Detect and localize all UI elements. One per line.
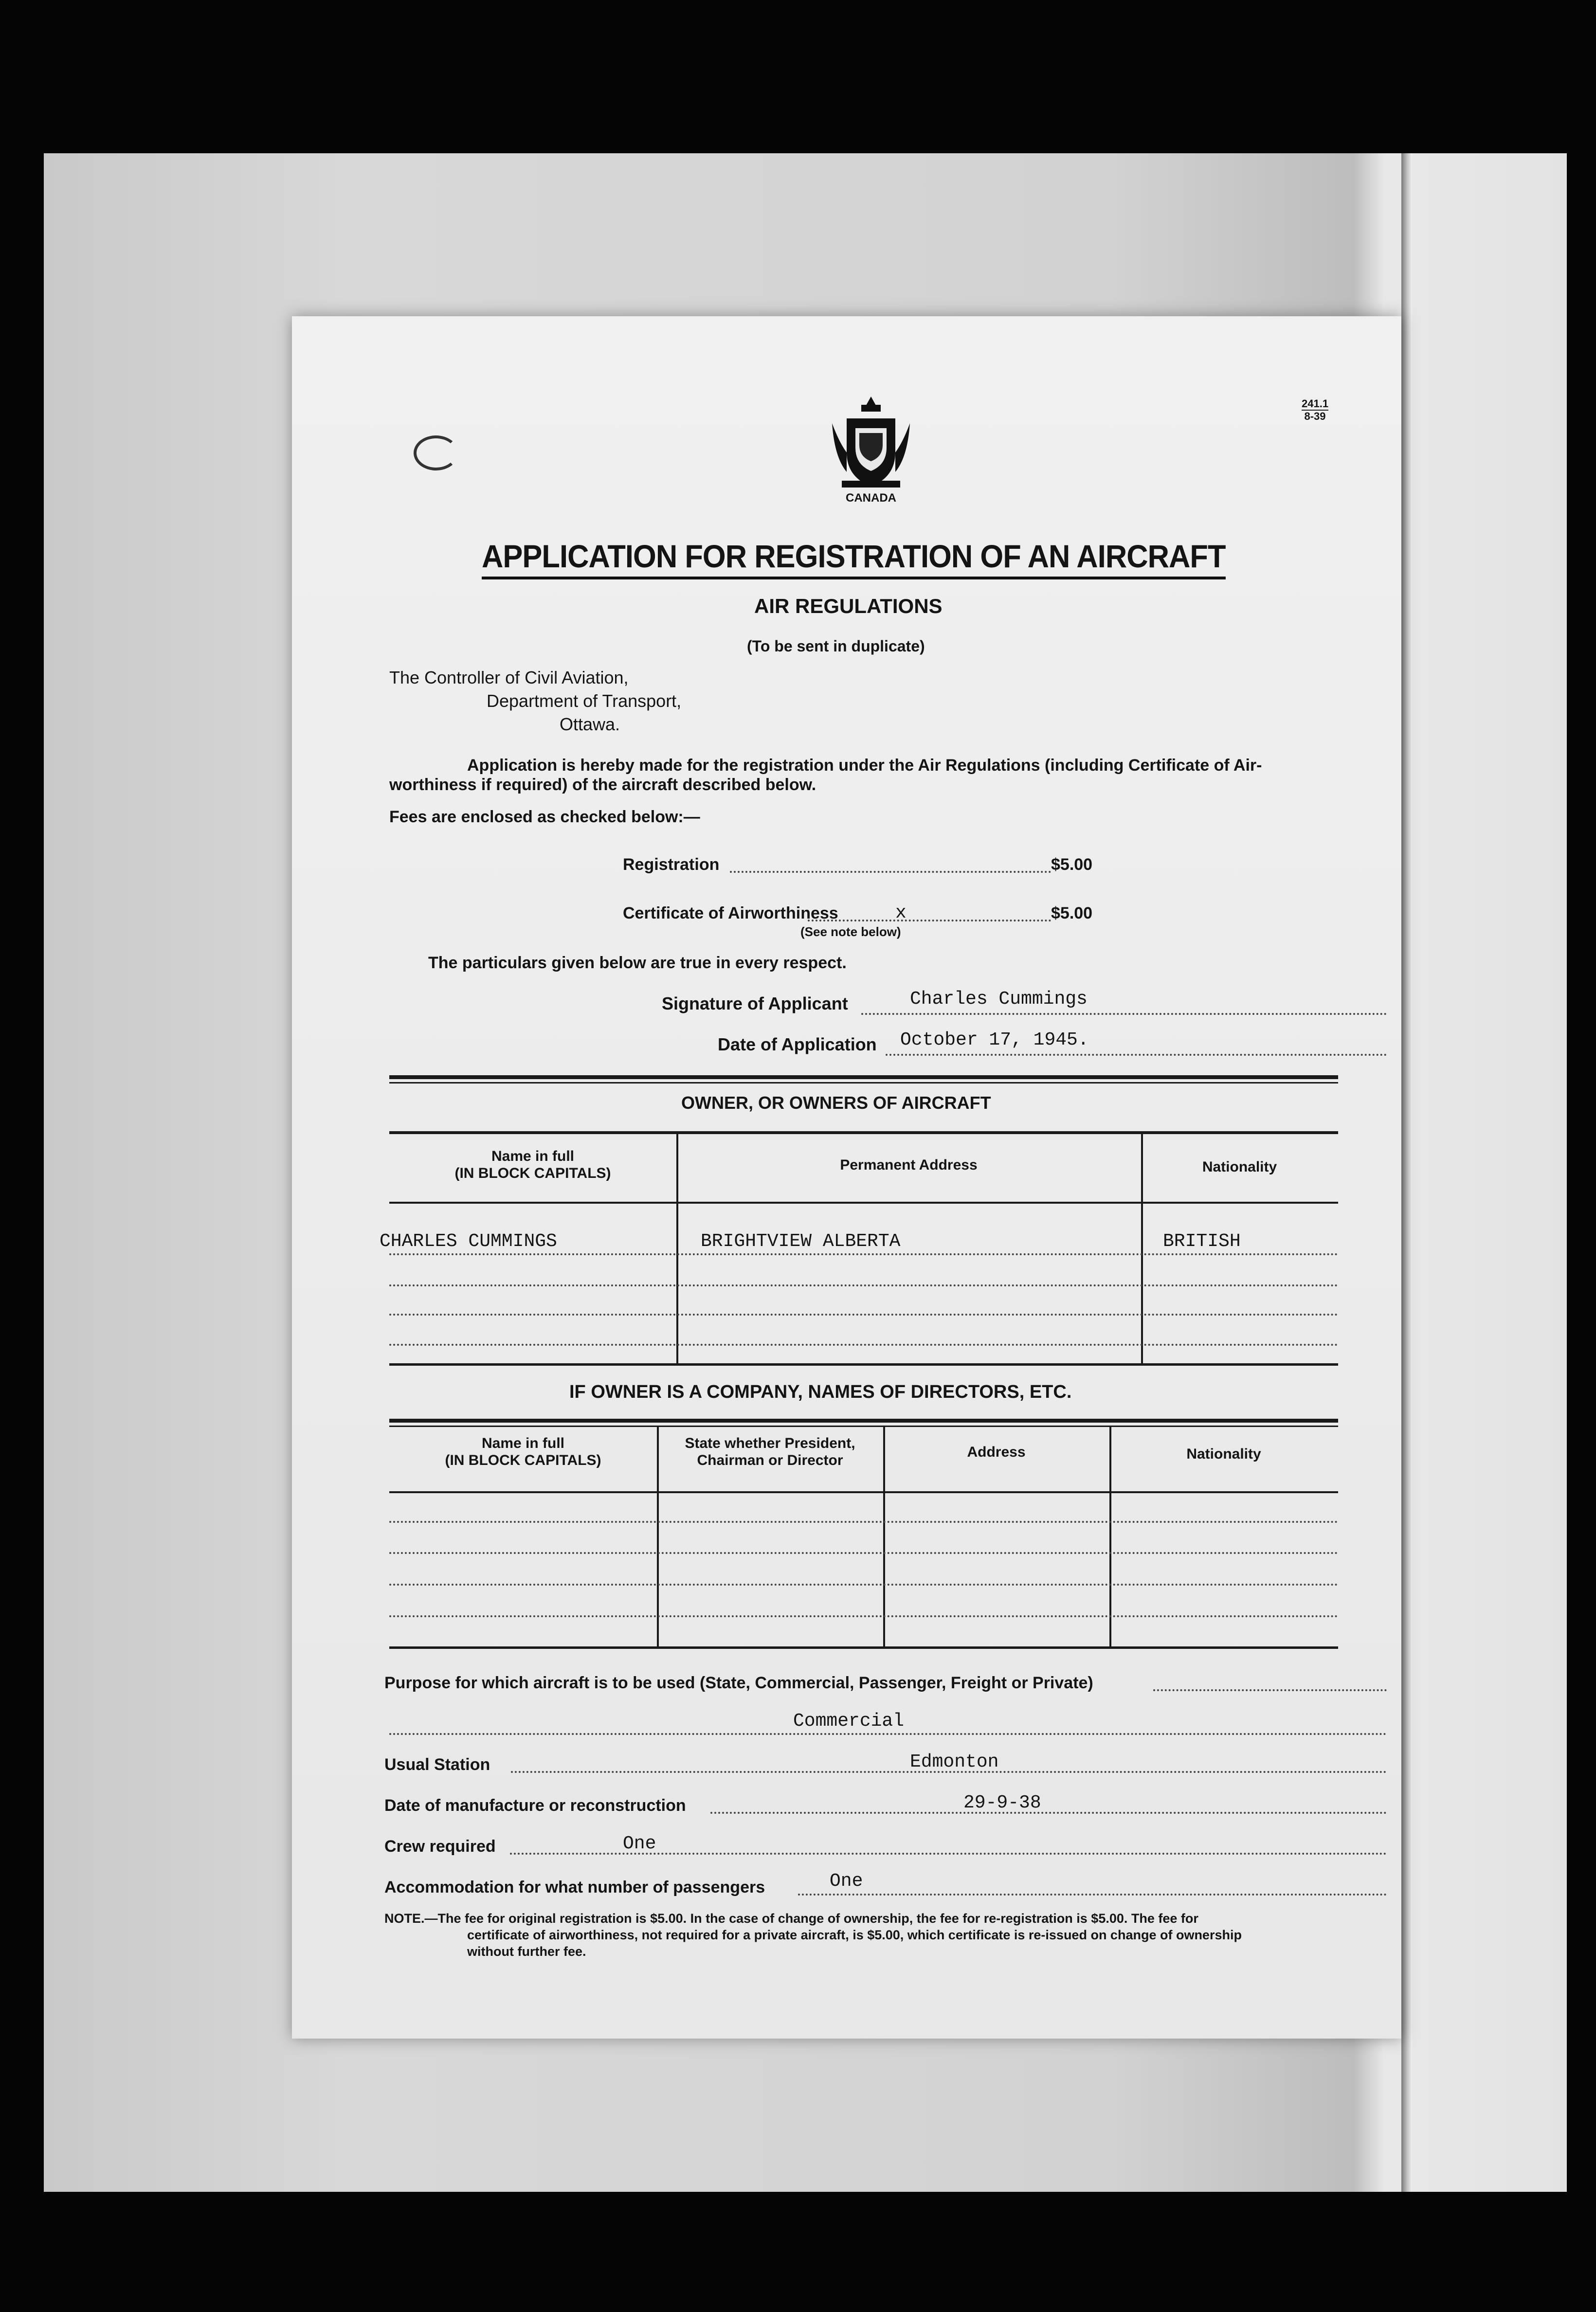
usual-station-value: Edmonton [910,1752,999,1772]
note-line-2: certificate of airworthiness, not required for a private aircraft, is $5.00, which certificate is re-issued on change of ownership [467,1928,1242,1942]
directors-col-name [389,1435,657,1469]
owners-col-address: Permanent Address [840,1157,978,1173]
registration-fee-label: Registration [623,855,720,874]
directors-bottom-rule [389,1646,1338,1649]
backing-sheet-fold [1401,153,1412,2192]
owner-address: BRIGHTVIEW ALBERTA [701,1231,901,1252]
directors-col-state-line1: State whether President, [685,1435,855,1451]
page-title: APPLICATION FOR REGISTRATION OF AN AIRCRAFT [482,538,1226,579]
usual-station-label: Usual Station [384,1755,490,1774]
directors-col-nationality: Nationality [1186,1446,1261,1462]
date-of-application-label: Date of Application [718,1034,877,1054]
owners-col-name [389,1148,676,1182]
fees-label: Fees are enclosed as checked below:— [389,808,700,826]
intro-line-1: Application is hereby made for the registration under the Air Regulations (including Certificate of Air- [467,756,1262,775]
airworthiness-fee-amount: $5.00 [1051,904,1093,922]
directors-header-rule-thin [389,1426,1338,1427]
particulars-statement: The particulars given below are true in every respect. [428,954,847,972]
directors-col-state [657,1435,883,1469]
owners-header-rule [389,1131,1338,1134]
owners-col-name-line2: (IN BLOCK CAPITALS) [454,1165,611,1181]
date-manufacture-line [710,1812,1387,1814]
intro-line-2: worthiness if required) of the aircraft described below. [389,776,816,794]
purpose-value: Commercial [793,1711,905,1732]
owners-row-line-1 [389,1253,1338,1255]
registration-fee-amount: $5.00 [1051,855,1093,874]
date-manufacture-value: 29-9-38 [963,1792,1041,1813]
crest-label: CANADA [846,491,896,505]
owners-row-line-4 [389,1344,1338,1346]
owners-row-line-3 [389,1314,1338,1316]
owners-col-nationality: Nationality [1202,1159,1277,1175]
owner-nationality: BRITISH [1163,1231,1241,1252]
subtitle: AIR REGULATIONS [754,595,943,617]
purpose-line [389,1733,1387,1735]
directors-header-rule [389,1419,1338,1423]
directors-col-name-line1: Name in full [481,1435,565,1451]
purpose-label: Purpose for which aircraft is to be used (State, Commercial, Passenger, Freight or Private) [384,1674,1093,1692]
addressee-line-1: The Controller of Civil Aviation, [389,668,629,687]
signature-line [861,1013,1387,1015]
addressee-line-2: Department of Transport, [487,691,682,711]
directors-row-line-2 [389,1552,1338,1554]
note-line-3: without further fee. [467,1944,586,1959]
purpose-leader [1153,1689,1387,1691]
crew-label: Crew required [384,1837,496,1856]
airworthiness-check-mark: x [895,903,907,923]
date-of-application-value: October 17, 1945. [900,1030,1089,1050]
directors-col-state-line2: Chairman or Director [697,1452,843,1468]
owners-bottom-rule [389,1363,1338,1366]
accommodation-line [798,1894,1387,1896]
owners-row-line-2 [389,1284,1338,1286]
form-number-code: 241.1 [1302,397,1329,410]
crew-value: One [623,1833,656,1854]
signature-label: Signature of Applicant [662,993,848,1013]
note-line-1: NOTE.—The fee for original registration is $5.00. In the case of change of ownership, the fee for re-registration is $5.00. The fee for [384,1911,1198,1926]
accommodation-label: Accommodation for what number of passengers [384,1878,765,1897]
directors-row-line-1 [389,1521,1338,1523]
date-of-application-line [886,1054,1387,1056]
duplicate-note: (To be sent in duplicate) [747,637,925,655]
owners-col-name-line1: Name in full [491,1148,575,1164]
directors-heading: IF OWNER IS A COMPANY, NAMES OF DIRECTORS, ETC. [569,1382,1072,1402]
directors-subheader-rule [389,1491,1338,1493]
owners-subheader-rule [389,1202,1338,1204]
owner-name: CHARLES CUMMINGS [380,1231,557,1252]
directors-col-name-line2: (IN BLOCK CAPITALS) [445,1452,601,1468]
form-number-date: 8-39 [1302,410,1328,422]
owners-heading: OWNER, OR OWNERS OF AIRCRAFT [681,1093,991,1113]
directors-row-line-4 [389,1615,1338,1617]
date-manufacture-label: Date of manufacture or reconstruction [384,1796,686,1815]
airworthiness-fee-leader [808,920,1051,921]
punch-hole-mark [414,435,458,470]
directors-col-address: Address [967,1444,1026,1460]
form-number [1302,398,1328,422]
application-form [292,316,1401,2039]
canada-crest-icon [827,394,915,506]
addressee-line-3: Ottawa. [560,714,620,734]
accommodation-value: One [830,1871,863,1892]
see-note-text: (See note below) [800,924,901,939]
signature-value: Charles Cummings [910,989,1088,1010]
registration-fee-leader [730,871,1051,873]
owners-top-rule-thin [389,1082,1338,1084]
airworthiness-fee-label: Certificate of Airworthiness [623,904,838,922]
directors-row-line-3 [389,1584,1338,1586]
owners-top-rule [389,1075,1338,1079]
